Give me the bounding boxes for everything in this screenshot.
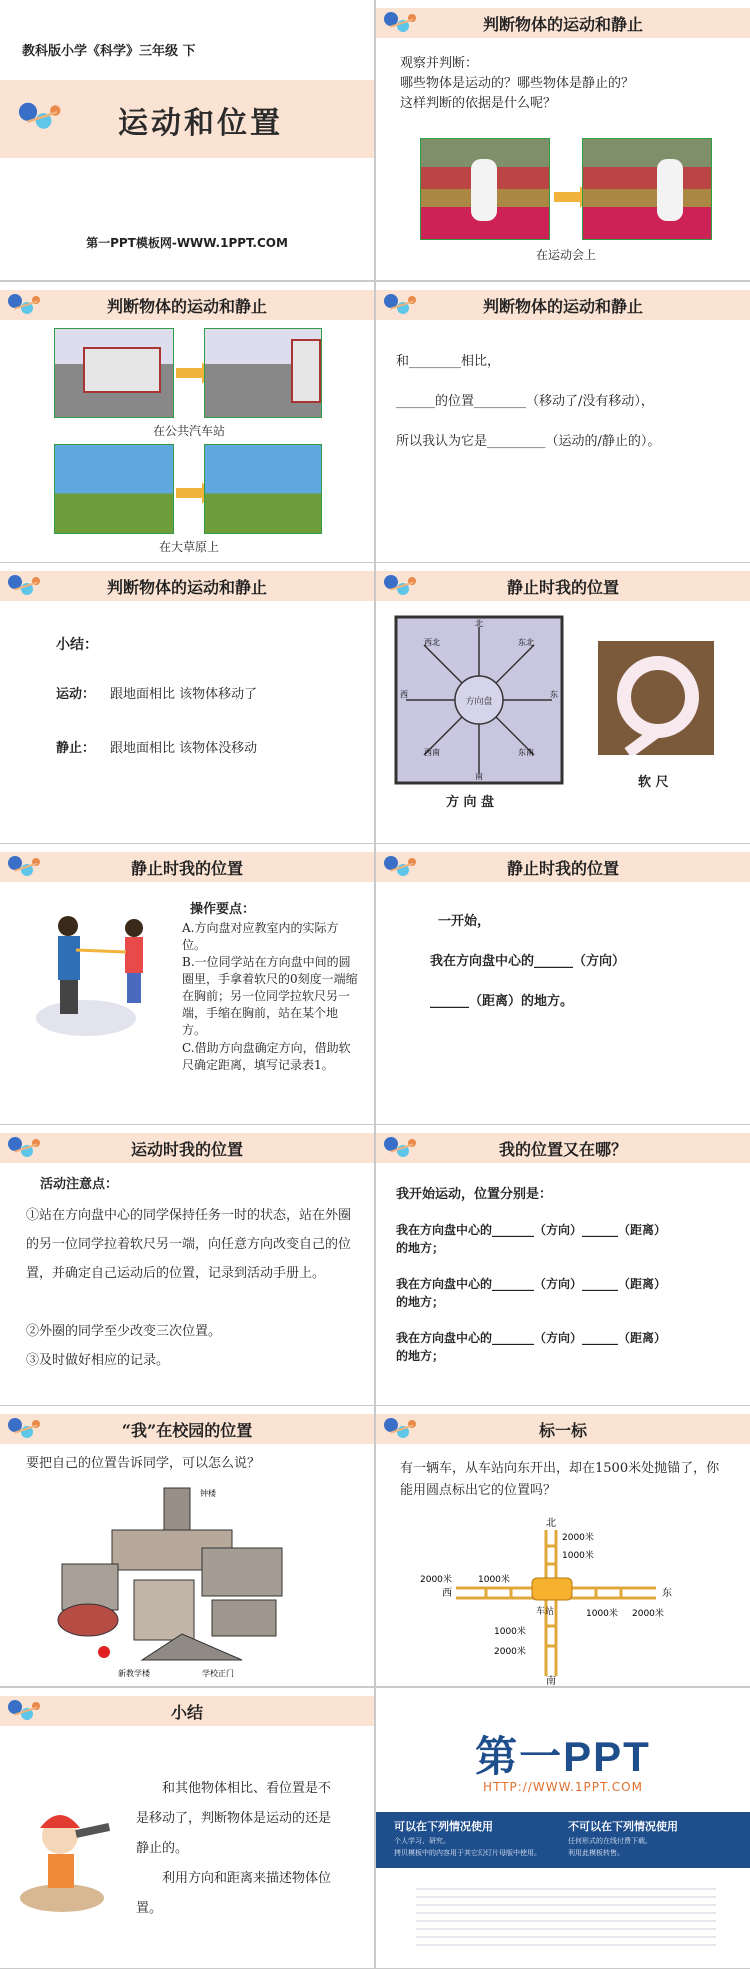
logo-icon (384, 10, 418, 36)
label-school-gate: 学校正门 (202, 1669, 234, 1678)
notes-heading: 活动注意点： (40, 1177, 119, 1192)
motion-key: 运动： (56, 687, 96, 702)
note-2: ②外圈的同学至少改变三次位置。 (26, 1324, 222, 1339)
slide-summary-motion[interactable] (0, 563, 374, 843)
grade-text: 教科版小学《科学》三年级 下 (22, 44, 196, 59)
note-1: ①站在方向盘中心的同学保持任务一时的状态，站在外圈的另一位同学拉着软尺另一端，向任意方向改变自己的位置，并确定自己运动后的位置，记录到活动手册上。 (26, 1208, 352, 1281)
logo-icon (384, 854, 418, 880)
operation-b: B.一位同学站在方向盘中间的圆圈里，手拿着软尺的0刻度一端缩在胸前；另一位同学拉软尺另一端，手缩在胸前，站在某个地方。 (182, 955, 358, 1037)
slide-brand[interactable] (376, 1688, 750, 1968)
arrow-icon (554, 192, 580, 202)
can-use-1: 个人学习、研究。 (394, 1837, 450, 1845)
label-clock-tower: 钟楼 (200, 1489, 216, 1498)
logo-icon (384, 1416, 418, 1442)
bus-figure (83, 347, 161, 393)
slide-header (0, 1414, 374, 1444)
station-label: 车站 (536, 1607, 555, 1617)
still-value: 跟地面相比 该物体没移动 (110, 741, 258, 756)
arrow-icon (176, 488, 202, 498)
position-row-2 (396, 1275, 736, 1311)
brand-url[interactable]: HTTP://WWW.1PPT.COM (483, 1780, 643, 1794)
slide-sports[interactable] (376, 0, 750, 280)
compass-caption: 方 向 盘 (446, 795, 495, 810)
position-row-2-a: 我在方向盘中心的_______（方向）______（距离） (396, 1277, 667, 1291)
bus-photo-1 (54, 328, 174, 418)
south-1000-label: 1000米 (494, 1627, 526, 1637)
position-row-3-b: 的地方； (396, 1349, 445, 1363)
logo-icon (8, 292, 42, 318)
logo-icon (8, 854, 42, 880)
grass-photo-1 (54, 444, 174, 534)
logo-icon (384, 292, 418, 318)
slide-header (0, 290, 374, 320)
slide-header (376, 1414, 750, 1444)
logo-icon (19, 100, 63, 134)
can-use-heading: 可以在下列情况使用 (394, 1820, 493, 1833)
photo-caption: 在运动会上 (535, 248, 596, 262)
slide-header (376, 1133, 750, 1163)
cover-title: 运动和位置 (118, 106, 283, 141)
cannot-use-1: 任何形式的在线付费下载。 (568, 1837, 652, 1845)
slide-campus[interactable] (0, 1406, 374, 1686)
logo-icon (8, 573, 42, 599)
slide-moving-position[interactable] (0, 1125, 374, 1405)
mark-question: 有一辆车，从车站向东开出，却在1500米处抛锚了，你能用圆点标出它的位置吗？ (400, 1461, 720, 1498)
tape-ruler-image (598, 641, 714, 755)
compass-west: 西 (400, 690, 408, 699)
slide-title: 判断物体的运动和静止 (106, 578, 267, 597)
operation-c: C.借助方向盘确定方向，借助软尺确定距离，填写记录表1。 (182, 1041, 351, 1072)
start-line: 一开始， (438, 914, 491, 929)
west-1000-label: 1000米 (478, 1575, 510, 1585)
grass-photo-2 (204, 444, 322, 534)
position-row-3-a: 我在方向盘中心的_______（方向）______（距离） (396, 1331, 667, 1345)
slide-title: “我”在校园的位置 (121, 1421, 253, 1440)
slide-bus-grassland[interactable] (0, 282, 374, 562)
ruler-caption: 软 尺 (638, 775, 669, 790)
note-3: ③及时做好相应的记录。 (26, 1353, 170, 1368)
slide-header (376, 571, 750, 601)
runner-photo-1 (420, 138, 550, 240)
slide-title: 判断物体的运动和静止 (106, 297, 267, 316)
slide-title: 静止时我的位置 (130, 859, 243, 878)
blank-line-3: 所以我认为它是_________（运动的/静止的）。 (396, 434, 661, 449)
campus-question: 要把自己的位置告诉同学，可以怎么说？ (26, 1456, 261, 1471)
slide-title: 静止时我的位置 (506, 859, 619, 878)
slide-header (376, 8, 750, 38)
grass-caption: 在大草原上 (158, 540, 219, 554)
slide-header (376, 852, 750, 882)
slide-where-am-i[interactable] (376, 1125, 750, 1405)
compass-north: 北 (475, 619, 483, 628)
runner-figure (657, 159, 683, 221)
site-text: 第一PPT模板网-WWW.1PPT.COM (86, 236, 288, 250)
blank-line-1: 和________相比， (396, 354, 501, 369)
compass-east: 东 (550, 690, 558, 699)
cannot-use-heading: 不可以在下列情况使用 (568, 1820, 678, 1833)
south-2000-label: 2000米 (494, 1647, 526, 1657)
summary-p2: 利用方向和距离来描述物体位置。 (136, 1871, 332, 1916)
brand-logo: 第一PPT (475, 1733, 651, 1780)
campus-map-image (52, 1484, 312, 1680)
operation-heading: 操作要点： (190, 902, 256, 917)
usage-band (376, 1812, 750, 1868)
east-1000-label: 1000米 (586, 1609, 618, 1619)
runner-figure (471, 159, 497, 221)
slide-operation[interactable] (0, 844, 374, 1124)
position-row-3 (396, 1329, 736, 1365)
label-new-teaching-building: 新教学楼 (118, 1669, 150, 1678)
logo-icon (384, 573, 418, 599)
question-2: 哪些物体是运动的？哪些物体是静止的？ (400, 76, 635, 91)
operation-a: A.方向盘对应教室内的实际方位。 (182, 921, 339, 952)
slide-title: 判断物体的运动和静止 (482, 297, 643, 316)
compass-center-label: 方向盘 (465, 697, 493, 707)
still-key: 静止： (56, 741, 96, 756)
compass-south: 南 (475, 772, 483, 781)
west-label: 西 (442, 1588, 452, 1599)
slide-header (0, 1133, 374, 1163)
direction-map (416, 1516, 716, 1686)
slide-header (0, 571, 374, 601)
slide-header (376, 290, 750, 320)
bus-photo-2 (204, 328, 322, 418)
north-label: 北 (546, 1518, 556, 1529)
runner-photo-2 (582, 138, 712, 240)
slide-summary[interactable] (0, 1688, 374, 1968)
slide-header (0, 852, 374, 882)
north-2000-label: 2000米 (562, 1533, 594, 1543)
compass-northeast: 东北 (518, 638, 534, 647)
summary-p1: 和其他物体相比、看位置是不是移动了，判断物体是运动的还是静止的。 (136, 1781, 332, 1856)
slide-still-position[interactable] (376, 844, 750, 1124)
girl-telescope-image (16, 1798, 126, 1918)
slide-header (0, 1696, 374, 1726)
slide-compass[interactable] (376, 563, 750, 843)
east-label: 东 (662, 1588, 672, 1599)
link-list (416, 1882, 716, 1952)
distance-blank: ______（距离）的地方。 (430, 994, 574, 1009)
slide-mark-it[interactable] (376, 1406, 750, 1686)
summary-heading: 小结： (56, 637, 98, 653)
slide-title: 运动时我的位置 (130, 1140, 243, 1159)
can-use-2: 拷贝模板中的内容用于其它幻灯片母版中使用。 (394, 1849, 541, 1857)
position-row-2-b: 的地方； (396, 1295, 445, 1309)
compass-southwest: 西南 (424, 748, 440, 757)
question-1: 观察并判断： (400, 56, 479, 71)
motion-value: 跟地面相比 该物体移动了 (110, 687, 258, 702)
intro-text: 我开始运动，位置分别是： (396, 1187, 553, 1202)
question-3: 这样判断的依据是什么呢？ (400, 96, 557, 111)
logo-icon (8, 1135, 42, 1161)
south-label: 南 (546, 1676, 556, 1686)
slide-title: 标一标 (538, 1421, 587, 1440)
slide-title: 我的位置又在哪？ (498, 1140, 627, 1159)
students-image (26, 900, 156, 1050)
arrow-icon (176, 368, 202, 378)
slide-fill-blank[interactable] (376, 282, 750, 562)
direction-blank: 我在方向盘中心的______（方向） (430, 954, 626, 969)
north-1000-label: 1000米 (562, 1551, 594, 1561)
position-row-1-b: 的地方； (396, 1241, 445, 1255)
west-2000-label: 2000米 (420, 1575, 452, 1585)
position-row-1-a: 我在方向盘中心的_______（方向）______（距离） (396, 1223, 667, 1237)
position-row-1 (396, 1221, 736, 1257)
compass-northwest: 西北 (424, 638, 440, 647)
compass-southeast: 东南 (518, 748, 534, 757)
logo-icon (8, 1698, 42, 1724)
slide-title: 小结 (170, 1703, 203, 1722)
bus-figure (291, 339, 321, 403)
east-2000-label: 2000米 (632, 1609, 664, 1619)
compass-image (394, 615, 564, 785)
cannot-use-2: 利用此模板转售。 (568, 1849, 624, 1857)
logo-icon (8, 1416, 42, 1442)
logo-icon (384, 1135, 418, 1161)
blank-line-2: ______的位置________（移动了/没有移动）， (396, 394, 654, 409)
slide-title: 判断物体的运动和静止 (482, 15, 643, 34)
slide-title: 静止时我的位置 (506, 578, 619, 597)
slide-cover[interactable] (0, 0, 374, 280)
bus-caption: 在公共汽车站 (152, 424, 225, 438)
